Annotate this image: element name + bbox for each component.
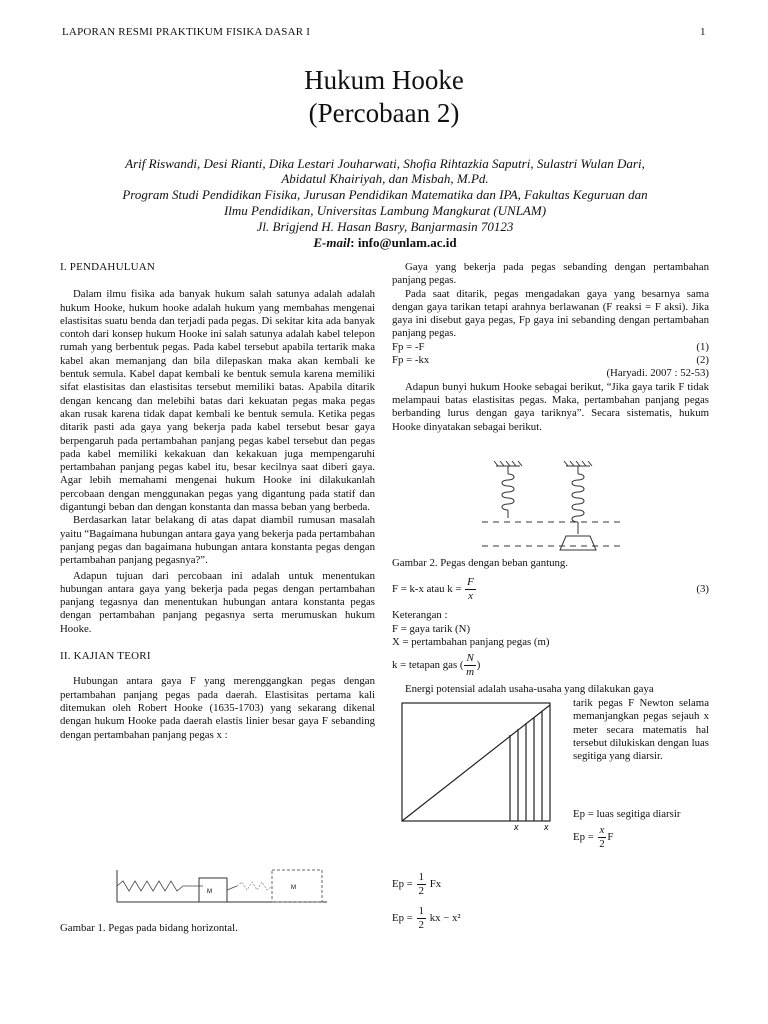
fraction [464,652,475,679]
graph-x-label: x [544,822,549,832]
right-column [392,261,709,434]
equation-suffix: F [607,830,614,843]
paragraph: Energi potensial adalah usaha-usaha yang dilakukan gaya [405,683,654,696]
fraction [417,905,427,932]
denominator: x [468,590,473,603]
numerator: N [466,652,474,665]
ep-equation-3 [392,871,592,898]
paragraph: Dalam ilmu fisika ada banyak hukum salah satunya adalah adalah hukum Hooke, hukum hooke adalah hukum yang membahas mengenai elastisitas suatu benda dan terjadi pada pegas. Di sekitar kita ada banyak contoh dari konsep hukum Hooke ini salah satunya adalah kabel telepon rumah yang berbentuk pegas. Pada kabel tersebut apabila tertarik maka kabel akan memanjang dan bila dilepaskan maka akan kembali ke bentuk semula. Kabel dapat kembali ke bentuk semula karena memiliki sifat elastisitas dan elastisitas tersebut memiliki batas. Apabila ditarik dengan kencang dan melebihi batas dari kekuatan pegas maka pegas akan rusak karena tidak dapat kembali ke bentuk semula. Ketika pegas ditarik pasti ada gaya yang bekerja pada kabel tersebut besar gaya berpengaruh pada pertambahan panjang pegas kabel tersebut dan pegas pada kabel memiliki kekakuan dan kekakuan juga mempengaruhi pertambahan panjang pegas kabel itu, besar kecilnya saat diberi gaya. Agar lebih memahami mengenai hukum Hooke ini dilakukanlah percobaan dengan menggunakan pegas yang digantung pada statif dan digantungi beban dan dengan konstanta dan massa beban yang berbeda. [60,288,375,514]
equation-text: Fp = -kx [392,354,430,367]
keterangan-prefix: k = tetapan gas ( [392,659,464,672]
denominator: 2 [418,919,424,931]
paragraph: Berdasarkan latar belakang di atas dapat diambil rumusan masalah yaitu “Bagaimana hubungan antara gaya yang bekerja pada pertambahan panjang pegas dan bagaimana hubungan antara konstanta pegas dengan pertambahan panjang pegasnya?”. [60,514,375,567]
fraction [417,871,427,898]
page-number: 1 [700,26,706,38]
figure-2-caption: Gambar 2. Pegas dengan beban gantung. [392,557,568,569]
equation-prefix: Ep = [392,877,413,890]
keterangan-item: F = gaya tarik (N) [392,622,471,635]
denominator: m [466,666,475,679]
fraction [465,576,476,603]
equation-1 [392,341,709,354]
numerator: 1 [418,905,424,917]
keterangan-suffix: ) [476,659,481,672]
equation-text: Fp = -F [392,340,425,353]
ep-equation-1: Ep = luas segitiga diarsir [573,808,681,820]
denominator: 2 [599,838,605,850]
ep-equation-4 [392,905,592,932]
address: Jl. Brigjend H. Hasan Basry, Banjarmasin 70123 [256,219,514,234]
ep-equation-2 [573,824,709,851]
numerator: 1 [418,871,424,883]
paper-subtitle: (Percobaan 2) [308,98,460,128]
authors-line-1: Arif Riswandi, Desi Rianti, Dika Lestari Jouharwati, Shofia Rihtazkia Saputri, Sulastri Wulan Dari, [125,156,645,171]
paragraph: Hubungan antara gaya F yang merenggangkan pegas dengan pertambahan panjang pegas pada daerah. Elastisitas pertama kali ditemukan oleh Robert Hooke (1635-1703) yang sekarang dikenal dengan hukum Hooke pada daerah elastis linier besar gaya F sebanding dengan pertambahan panjang pegas x : [60,675,375,741]
citation: (Haryadi. 2007 : 52-53) [606,367,709,380]
numerator: x [599,824,605,836]
keterangan-item: X = pertambahan panjang pegas (m) [392,635,550,648]
equation-number: (3) [696,583,709,596]
right-column-lower [392,557,709,696]
equation-prefix: Ep = [392,911,413,924]
equation-suffix: kx − x² [429,911,461,924]
energy-graph [392,695,562,835]
graph-x-label: x [514,822,519,832]
graph-side-text: tarik pegas F Newton selama memanjangkan pegas sejauh x meter secara matematis hal tersebut dilukiskan dengan luas segitiga yang diarsir. [573,697,709,763]
section-heading-kajian-teori: II. KAJIAN TEORI [60,650,151,663]
keterangan-title: Keterangan : [392,609,448,622]
mass-label: M [207,889,212,895]
affiliation-line-2: Ilmu Pendidikan, Universitas Lambung Mangkurat (UNLAM) [223,203,547,218]
equation-prefix: Ep = [573,830,594,843]
left-column [60,261,375,742]
email-address[interactable]: info@unlam.ac.id [357,235,457,250]
equation-suffix: Fx [429,877,442,890]
paragraph: Pada saat ditarik, pegas mengadakan gaya yang besarnya sama dengan gaya tarikan tetapi arahnya berlawanan (F reaksi = F aksi). Jika gaya ini disebut gaya pegas, Fp gaya ini sebanding dengan pertambahan panjang pegas. [392,287,709,340]
equation-3 [392,576,709,603]
fraction [598,824,607,851]
paragraph: Gaya yang bekerja pada pegas sebanding dengan pertambahan panjang pegas. [392,261,709,287]
figure-1-horizontal-spring [115,866,330,906]
figure-1-caption: Gambar 1. Pegas pada bidang horizontal. [60,922,238,934]
equation-text [392,576,477,603]
denominator: 2 [418,885,424,897]
email-separator: : [350,235,355,250]
paragraph: Adapun bunyi hukum Hooke sebagai berikut, “Jika gaya tarik F tidak melampaui batas elastisitas pegas. Maka, pertambahan panjang pegas berbanding lurus dengan gaya tariknya”. Secara sistematis, hukum Hooke dinyatakan sebagai berikut. [392,380,709,433]
equation-2 [392,354,709,367]
section-heading-pendahuluan: I. PENDAHULUAN [60,261,156,273]
paper-title: Hukum Hooke [304,65,464,95]
email-line [60,235,710,251]
equation-number: (2) [696,354,709,367]
email-label: E-mail [313,235,351,250]
equation-number: (1) [696,340,709,353]
figure-2-hanging-springs [478,460,628,558]
equation-prefix: F = k-x atau k = [392,583,462,596]
numerator: F [467,576,474,589]
paragraph: Adapun tujuan dari percobaan ini adalah untuk menentukan hubungan antara gaya yang bekerja pada pegas dengan pertambahan panjang tegasnya dan menentukan hubungan antara konstanta pegas dengan pertambahan panjang pegasnya serta merumuskan hukum Hooke. [60,569,375,635]
authors-line-2: Abidatul Khairiyah, dan Misbah, M.Pd. [281,171,489,186]
keterangan-item [392,652,709,679]
running-header: LAPORAN RESMI PRAKTIKUM FISIKA DASAR I [62,26,311,38]
mass-label: M [291,885,296,891]
affiliation-line-1: Program Studi Pendidikan Fisika, Jurusan Pendidikan Matematika dan IPA, Fakultas Keguruan dan [122,187,648,202]
